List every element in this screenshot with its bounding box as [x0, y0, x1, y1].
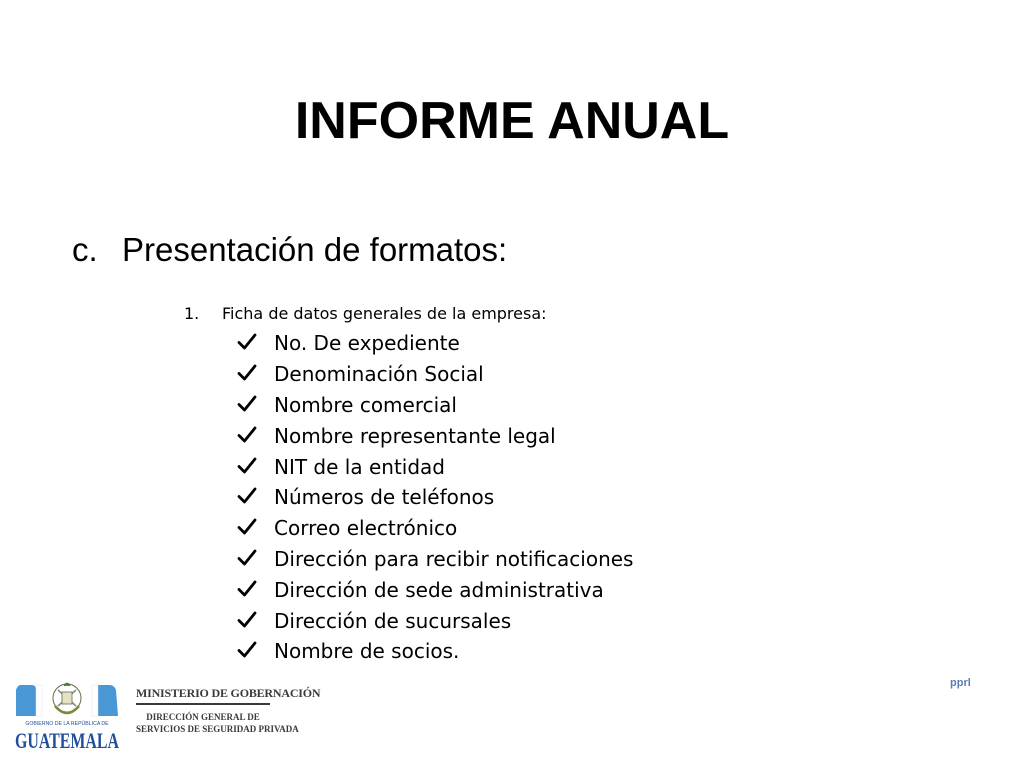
- checklist-item: [238, 482, 633, 513]
- logo-small-text: GOBIERNO DE LA REPÚBLICA DE: [25, 721, 109, 727]
- checklist-item-label: Dirección para recibir notificaciones: [274, 546, 634, 571]
- checklist-item: [238, 513, 633, 544]
- slide-title: INFORME ANUAL: [294, 92, 730, 150]
- checklist-item-label: Nombre comercial: [274, 392, 457, 417]
- checklist-item-label: Dirección de sede administrativa: [274, 577, 604, 602]
- direction-line-1: DIRECCIÓN GENERAL DE: [146, 712, 260, 722]
- checkmark-icon: [238, 456, 274, 478]
- checkmark-icon: [238, 548, 274, 570]
- ministry-divider: [136, 703, 270, 705]
- checkmark-icon: [238, 579, 274, 601]
- subsection-number: 1.: [184, 304, 200, 323]
- checklist-item: [238, 359, 633, 390]
- checkmark-icon: [238, 610, 274, 632]
- checklist-item-label: No. De expediente: [274, 331, 460, 356]
- checklist-item: [238, 328, 633, 359]
- checklist-item: [238, 605, 633, 636]
- checklist-item-label: Correo electrónico: [274, 516, 458, 541]
- checklist-item-label: Denominación Social: [274, 362, 484, 387]
- checklist-item-label: Números de teléfonos: [274, 485, 495, 510]
- logo-wordmark: GUATEMALA: [15, 728, 120, 753]
- checklist-item: [238, 574, 633, 605]
- checkmark-icon: [238, 517, 274, 539]
- checklist-item: [238, 420, 633, 451]
- guatemala-government-logo: [14, 676, 126, 754]
- checkmark-icon: [238, 486, 274, 508]
- checklist-item-label: Dirección de sucursales: [274, 608, 512, 633]
- checkmark-icon: [238, 394, 274, 416]
- checklist-item: [238, 451, 633, 482]
- coat-of-arms-icon: [53, 683, 81, 713]
- direction-line-2: SERVICIOS DE SEGURIDAD PRIVADA: [136, 724, 299, 734]
- checkmark-icon: [238, 332, 274, 354]
- checklist-item: [238, 636, 633, 667]
- checkmark-icon: [238, 640, 274, 662]
- checklist-item: [238, 544, 633, 575]
- section-heading: [72, 228, 507, 272]
- checklist-item: [238, 390, 633, 421]
- ministry-block: [136, 686, 321, 735]
- checkmark-icon: [238, 363, 274, 385]
- ministry-name: MINISTERIO DE GOBERNACIÓN: [136, 686, 321, 700]
- subsection-heading: [184, 302, 547, 326]
- checklist: [238, 328, 633, 667]
- section-marker: c.: [72, 231, 98, 268]
- checklist-item-label: Nombre de socios.: [274, 639, 460, 664]
- subsection-text: Ficha de datos generales de la empresa:: [222, 304, 547, 323]
- corner-mark: pprl: [950, 677, 971, 689]
- section-text: Presentación de formatos:: [122, 231, 508, 268]
- checklist-item-label: Nombre representante legal: [274, 423, 556, 448]
- checkmark-icon: [238, 425, 274, 447]
- checklist-item-label: NIT de la entidad: [274, 454, 445, 479]
